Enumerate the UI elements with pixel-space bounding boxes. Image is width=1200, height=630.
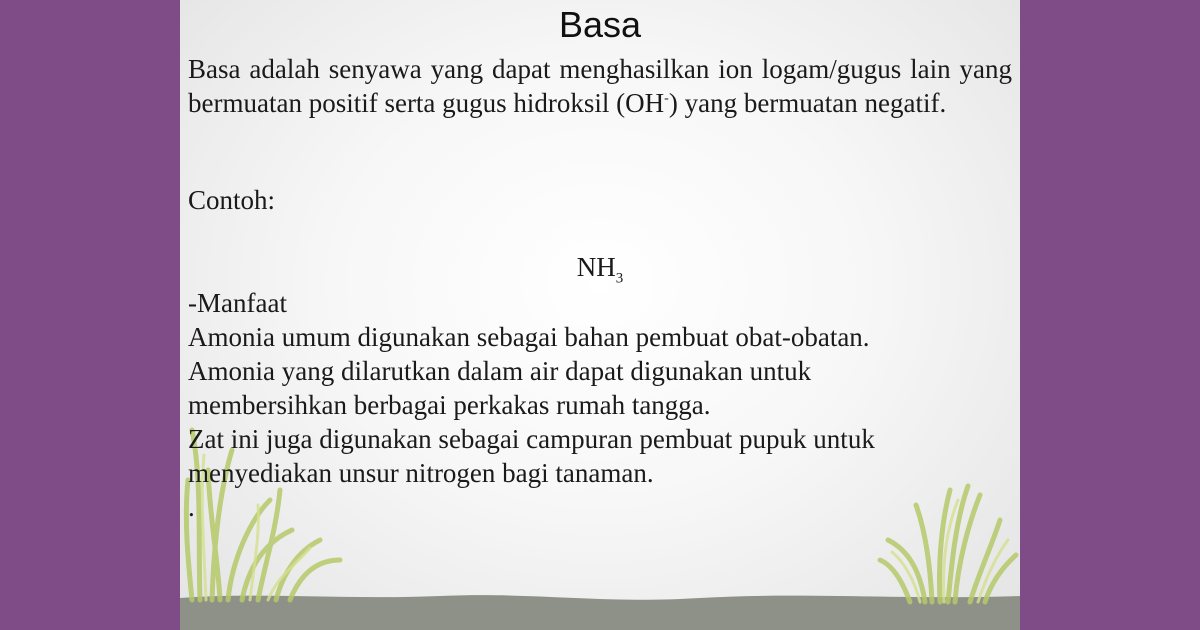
benefit-line: Zat ini juga digunakan sebagai campuran pembuat pupuk untuk [188, 424, 875, 454]
formula-base: NH [576, 252, 616, 282]
benefit-line: membersihkan berbagai perkakas rumah tangga. [188, 390, 711, 420]
definition-text-before: Basa adalah senyawa yang dapat menghasilkan ion logam/gugus lain yang bermuatan positif serta gugus hidroksil (OH [188, 54, 1012, 118]
hydroxide-charge: - [664, 91, 669, 106]
benefit-line: Amonia yang dilarutkan dalam air dapat digunakan untuk [188, 356, 812, 386]
benefits-heading: -Manfaat [188, 288, 287, 318]
benefits-section [188, 286, 1012, 524]
benefit-line: Amonia umum digunakan sebagai bahan pembuat obat-obatan. [188, 322, 870, 352]
definition-text-after: ) yang bermuatan negatif. [668, 88, 947, 118]
example-label: Contoh: [188, 185, 276, 215]
ground-hill [180, 595, 1020, 630]
benefit-line: menyediakan unsur nitrogen bagi tanaman. [188, 458, 654, 488]
benefit-line: . [188, 492, 195, 522]
formula-subscript: 3 [615, 270, 624, 287]
slide [180, 0, 1020, 630]
slide-title: Basa [558, 4, 642, 45]
